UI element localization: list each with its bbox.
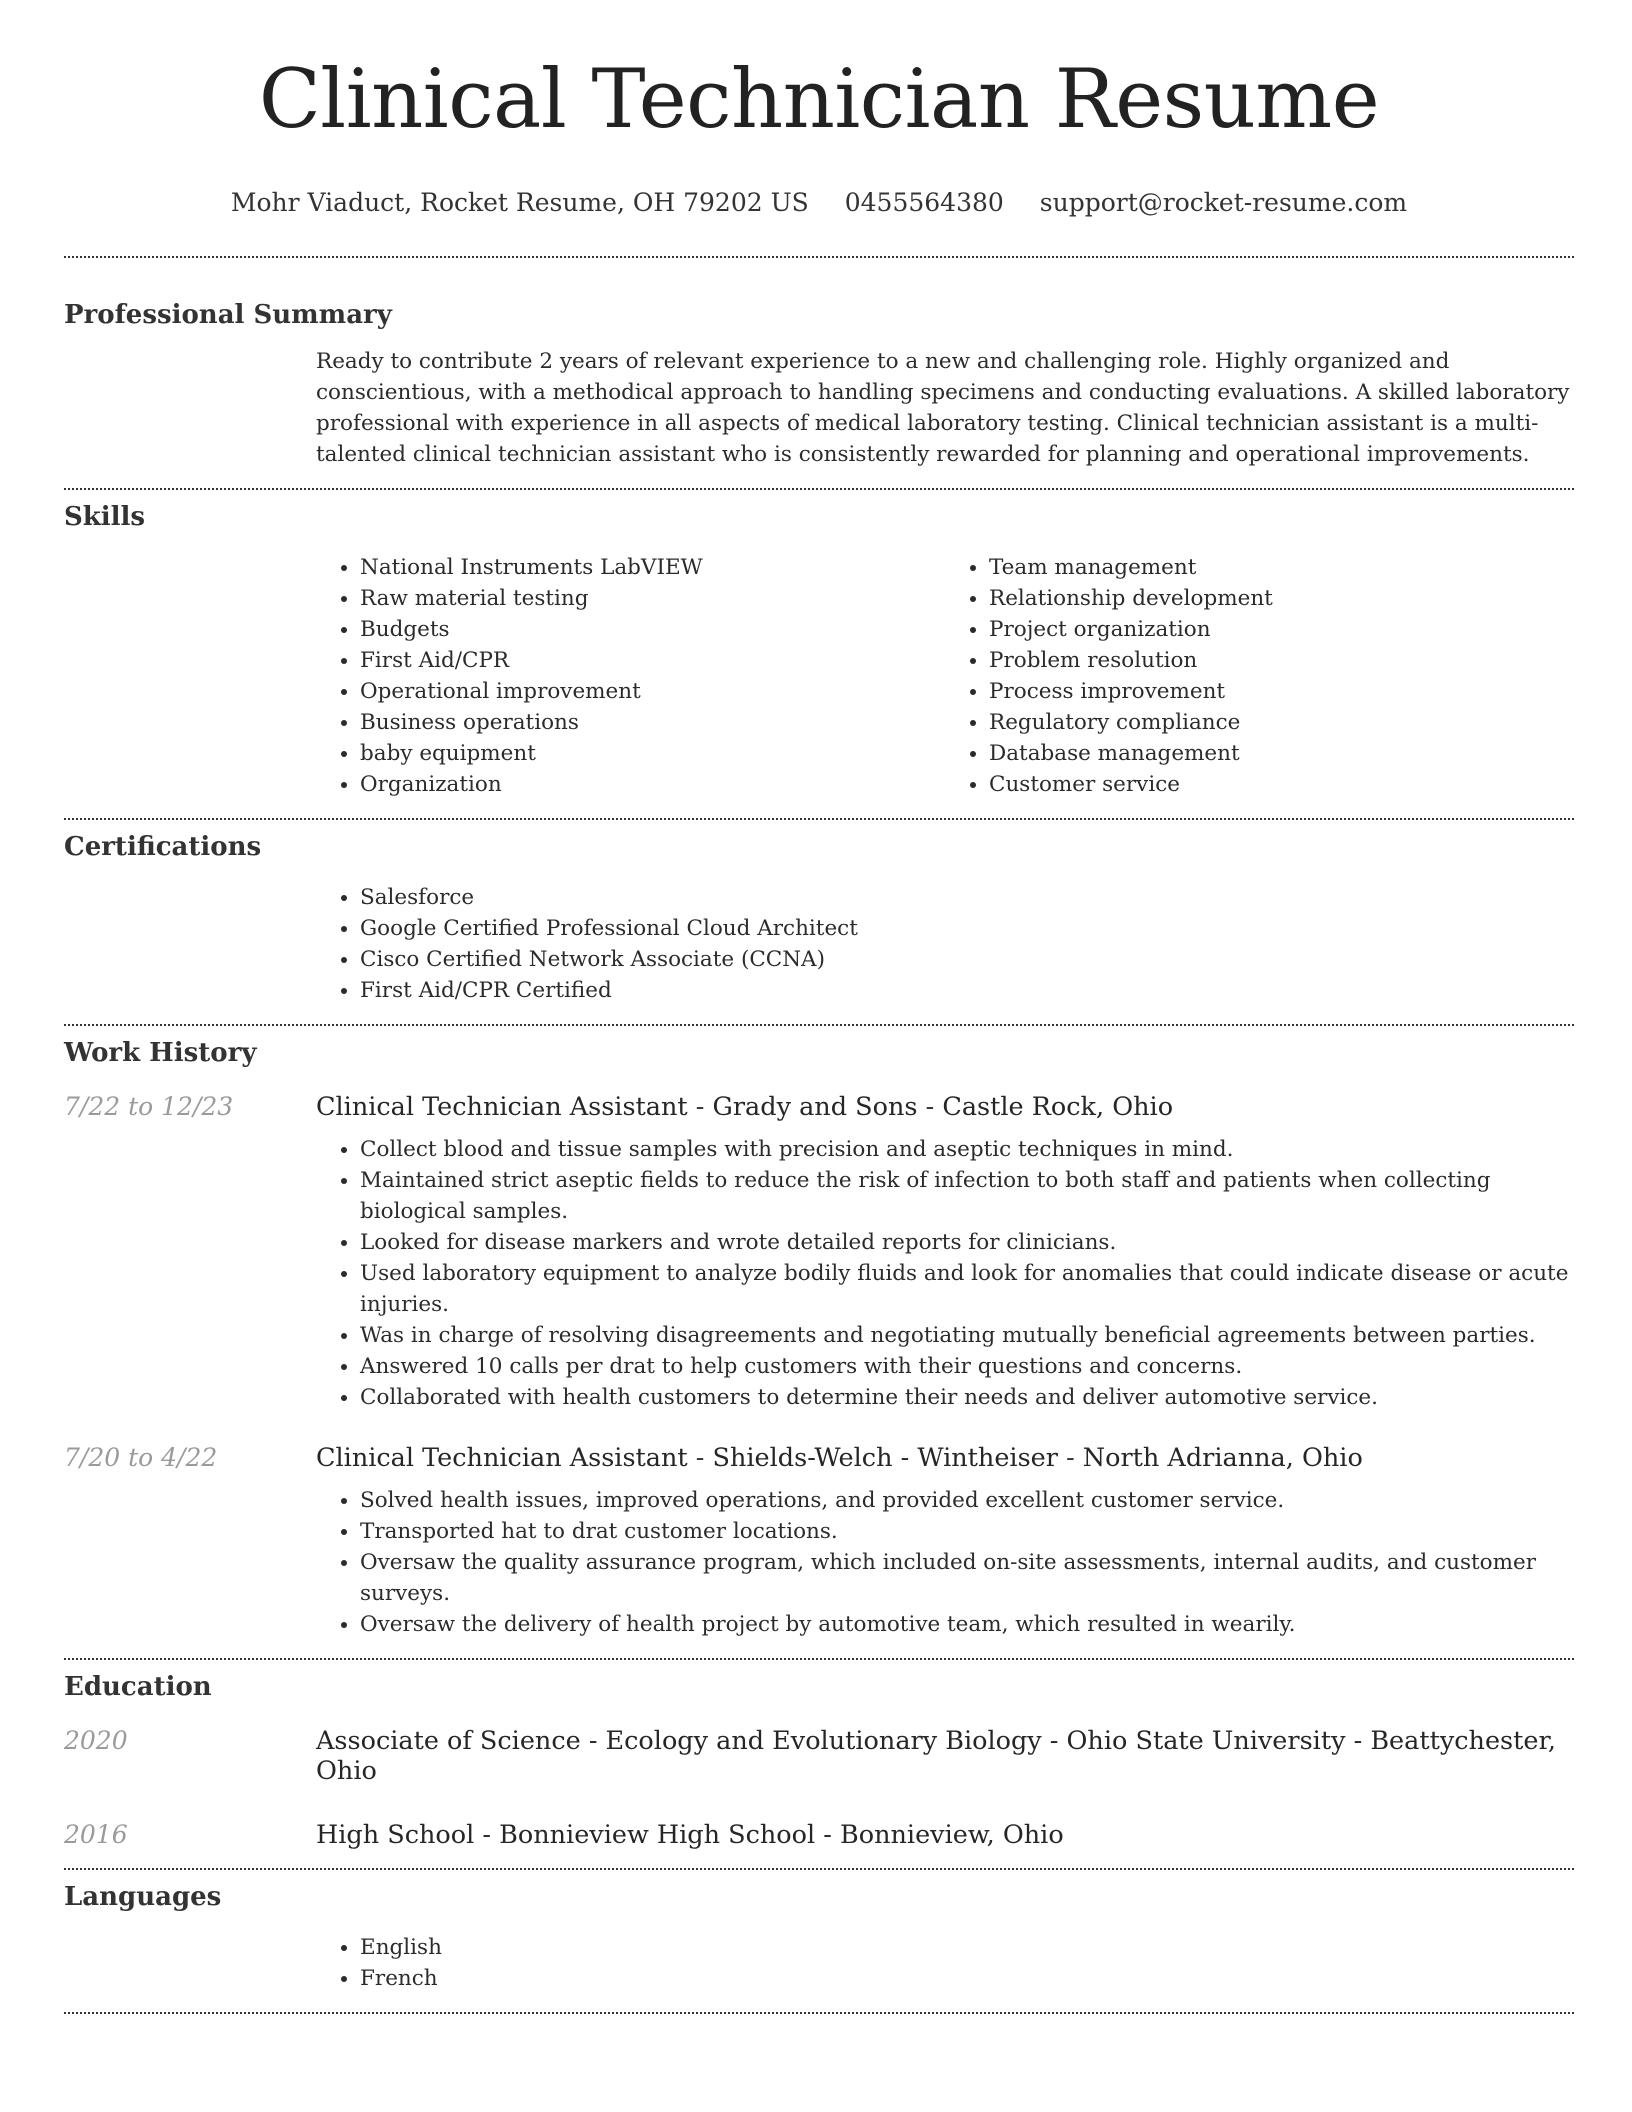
languages-section: [64, 1880, 1574, 1994]
resume-title: Clinical Technician Resume: [258, 53, 1380, 147]
job-bullet: • Answered 10 calls per drat to help customers with their questions and concerns.: [360, 1351, 1574, 1382]
education-year: 2020: [64, 1726, 128, 1755]
skills-list-right: [945, 552, 1574, 800]
education-year: 2016: [64, 1820, 128, 1849]
job-location: Castle Rock, Ohio: [942, 1092, 1174, 1122]
divider: [64, 818, 1574, 820]
job-bullet: • Collect blood and tissue samples with precision and aseptic techniques in mind.: [360, 1134, 1574, 1165]
certification-item: • First Aid/CPR Certified: [360, 975, 1574, 1006]
education-entry: [64, 1820, 1574, 1850]
skill-item: • Raw material testing: [360, 583, 945, 614]
section-heading-summary: Professional Summary: [64, 300, 392, 330]
skill-item: • Process improvement: [989, 676, 1574, 707]
section-heading-work-history: Work History: [64, 1038, 257, 1068]
skill-item: • First Aid/CPR: [360, 645, 945, 676]
job-dates: 7/20 to 4/22: [64, 1443, 218, 1472]
divider: [64, 1658, 1574, 1660]
skill-item: • Regulatory compliance: [989, 707, 1574, 738]
job-company: Grady and Sons: [712, 1092, 918, 1122]
skill-item: • Project organization: [989, 614, 1574, 645]
job-entry: [64, 1443, 1574, 1473]
job-bullet: • Looked for disease markers and wrote detailed reports for clinicians.: [360, 1227, 1574, 1258]
skill-item: • National Instruments LabVIEW: [360, 552, 945, 583]
skill-item: • Business operations: [360, 707, 945, 738]
certifications-section: [64, 830, 1574, 1006]
resume-page: [64, 0, 1574, 2014]
language-item: • English: [360, 1932, 1574, 1963]
job-bullet: • Solved health issues, improved operations, and provided excellent customer service.: [360, 1485, 1574, 1516]
job-bullet: • Used laboratory equipment to analyze bodily fluids and look for anomalies that could indicate disease or acute injuries.: [360, 1258, 1574, 1320]
certification-item: • Salesforce: [360, 882, 1574, 913]
summary-text: Ready to contribute 2 years of relevant experience to a new and challenging role. Highly organized and conscientious, with a methodical approach to handling specimens and conducting evaluations. A skilled laboratory professional with experience in all aspects of medical laboratory testing. Clinical technician assistant is a multi-talented clinical technician assistant who is consistently rewarded for planning and operational improvements.: [316, 349, 1570, 467]
certifications-list: [316, 882, 1574, 1006]
skill-item: • Relationship development: [989, 583, 1574, 614]
job-heading: Clinical Technician Assistant - Shields-Welch - Wintheiser - North Adrianna, Ohio: [316, 1443, 1363, 1473]
job-bullet: • Was in charge of resolving disagreements and negotiating mutually beneficial agreements between parties.: [360, 1320, 1574, 1351]
job-heading: Clinical Technician Assistant - Grady and Sons - Castle Rock, Ohio: [316, 1092, 1174, 1122]
contact-phone: 0455564380: [844, 188, 1004, 217]
job-bullet: • Transported hat to drat customer locations.: [360, 1516, 1574, 1547]
skill-item: • Problem resolution: [989, 645, 1574, 676]
job-bullet: • Maintained strict aseptic fields to reduce the risk of infection to both staff and patients when collecting biological samples.: [360, 1165, 1574, 1227]
summary-section: [64, 298, 1574, 470]
job-company: Shields-Welch - Wintheiser: [712, 1443, 1058, 1473]
section-heading-languages: Languages: [64, 1882, 222, 1912]
divider: [64, 488, 1574, 490]
job-title: Clinical Technician Assistant: [316, 1092, 688, 1122]
skill-item: • Organization: [360, 769, 945, 800]
divider: [64, 256, 1574, 258]
section-heading-certifications: Certifications: [64, 832, 262, 862]
divider: [64, 2012, 1574, 2014]
education-text: Associate of Science - Ecology and Evolutionary Biology - Ohio State University - Beattychester, Ohio: [316, 1726, 1556, 1786]
skill-item: • Operational improvement: [360, 676, 945, 707]
contact-line: [64, 186, 1574, 220]
contact-email: support@rocket-resume.com: [1039, 188, 1408, 217]
education-entry: [64, 1726, 1574, 1786]
contact-address: Mohr Viaduct, Rocket Resume, OH 79202 US: [230, 188, 809, 217]
skill-item: • Team management: [989, 552, 1574, 583]
certification-item: • Cisco Certified Network Associate (CCNA): [360, 944, 1574, 975]
language-item: • French: [360, 1963, 1574, 1994]
job-entry: [64, 1092, 1574, 1122]
divider: [64, 1868, 1574, 1870]
job-bullet: • Oversaw the delivery of health project by automotive team, which resulted in wearily.: [360, 1609, 1574, 1640]
languages-list: [316, 1932, 1574, 1994]
work-history-section: [64, 1036, 1574, 1640]
section-heading-education: Education: [64, 1672, 212, 1702]
job-bullet: • Collaborated with health customers to determine their needs and deliver automotive service.: [360, 1382, 1574, 1413]
skill-item: • Customer service: [989, 769, 1574, 800]
education-section: [64, 1670, 1574, 1850]
skills-list-left: [316, 552, 945, 800]
skill-item: • baby equipment: [360, 738, 945, 769]
job-bullets: [316, 1134, 1574, 1413]
job-location: North Adrianna, Ohio: [1082, 1443, 1363, 1473]
skills-section: [64, 500, 1574, 800]
certification-item: • Google Certified Professional Cloud Architect: [360, 913, 1574, 944]
job-bullets: [316, 1485, 1574, 1640]
job-bullet: • Oversaw the quality assurance program, which included on-site assessments, internal audits, and customer surveys.: [360, 1547, 1574, 1609]
skill-item: • Budgets: [360, 614, 945, 645]
education-text: High School - Bonnieview High School - Bonnieview, Ohio: [316, 1820, 1064, 1850]
skill-item: • Database management: [989, 738, 1574, 769]
section-heading-skills: Skills: [64, 502, 146, 532]
job-title: Clinical Technician Assistant: [316, 1443, 688, 1473]
job-dates: 7/22 to 12/23: [64, 1092, 234, 1121]
divider: [64, 1024, 1574, 1026]
